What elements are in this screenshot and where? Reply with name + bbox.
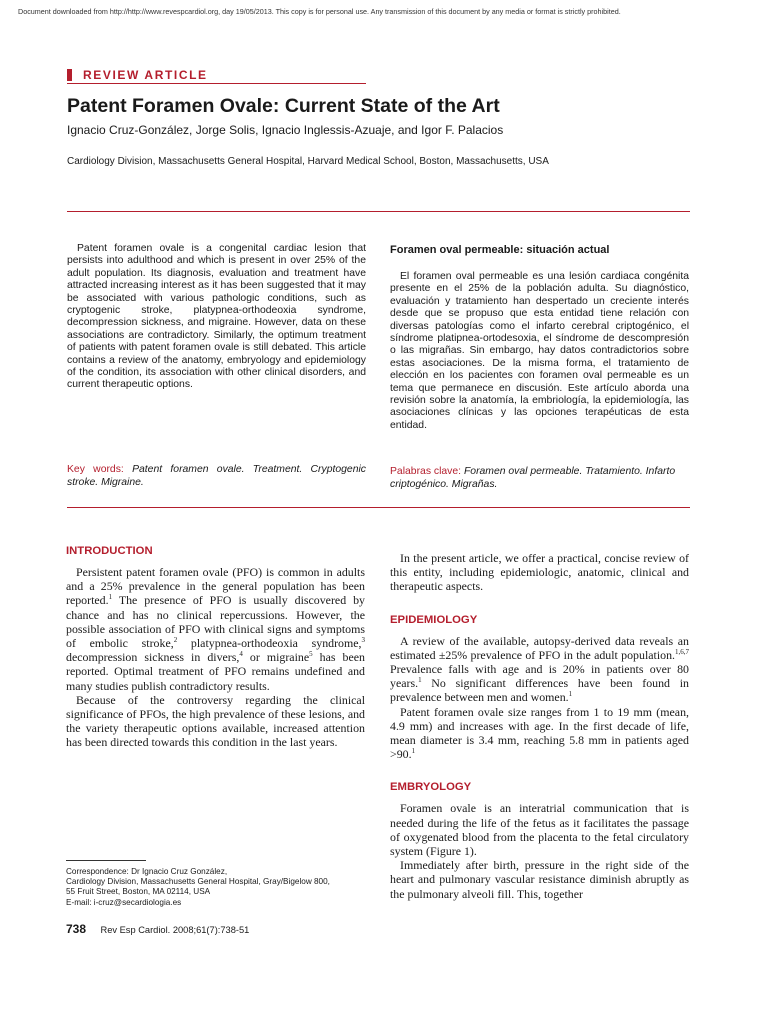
keywords-english [67, 463, 366, 489]
section-tag-marker [67, 69, 72, 81]
section-tag-label: REVIEW ARTICLE [83, 68, 208, 82]
correspondence-note [66, 867, 376, 908]
epidemiology-heading: EPIDEMIOLOGY [390, 613, 478, 626]
abstract-divider [67, 507, 690, 508]
present-article-paragraph: In the present article, we offer a practical, concise review of this entity, including epidemiologic, anatomic, clinical and therapeutic aspects. [390, 551, 689, 594]
author-list: Ignacio Cruz-González, Jorge Solis, Ignacio Inglessis-Azuaje, and Igor F. Palacios [67, 123, 504, 137]
correspondence-line: Cardiology Division, Massachusetts General Hospital, Gray/Bigelow 800, [66, 877, 330, 887]
affiliation: Cardiology Division, Massachusetts General Hospital, Harvard Medical School, Boston, Massachusetts, USA [67, 156, 549, 167]
correspondence-line: Correspondence: Dr Ignacio Cruz González, [66, 867, 228, 876]
download-notice: Document downloaded from http://http://www.revespcardiol.org, day 19/05/2013. This copy is for personal use. Any transmission of this document by any media or format is strictly prohibited. [18, 7, 621, 16]
embryology-paragraph-2: Immediately after birth, pressure in the right side of the heart and pulmonary vascular resistance diminish abruptly as the pulmonary alveoli fill. This, together [390, 858, 689, 901]
footnote-rule [66, 860, 146, 861]
introduction-heading: INTRODUCTION [66, 545, 153, 557]
correspondence-email: E-mail: i-cruz@secardiologia.es [66, 897, 182, 907]
article-title: Patent Foramen Ovale: Current State of the Art [67, 95, 500, 117]
journal-citation: Rev Esp Cardiol. 2008;61(7):738-51 [100, 925, 250, 935]
abstract-spanish-title: Foramen oval permeable: situación actual [390, 244, 610, 256]
epidemiology-paragraph-2: Patent foramen ovale size ranges from 1 to 19 mm (mean, 4.9 mm) and increases with age. In the first decade of life, mean diameter is 3.4 mm, reaching 5.8 mm in patients aged >90.$^1$ [390, 704, 689, 762]
introduction-paragraph-1: Persistent patent foramen ovale (PFO) is common in adults and a 25% prevalence in the general population has been reported.$^1$ The presence of PFO is usually discovered by chance and has no clinical repercussions. However, the possible association of PFO with clinical signs and symptoms of embolic stroke,$^2$ platypnea-orthodeoxia syndrome,$^3$ decompression sickness in divers,$^4$ or migraine$^5$ has been reported. Optimal treatment of PFO remains undefined and many studies publish contradictory results. [66, 565, 365, 693]
page-number: 738 [66, 922, 87, 936]
keywords-spanish-label: Palabras clave: [390, 466, 462, 477]
keywords-spanish-value: Foramen oval permeable. Tratamiento. Infarto criptogénico. Migrañas. [390, 466, 676, 490]
keywords-english-label: Key words: [67, 464, 124, 475]
abstract-spanish: El foramen oval permeable es una lesión cardiaca congénita presente en el 25% de la población adulta. Su diagnóstico, evaluación y tratamiento han despertado un creciente interés desde que se propuso que esta entidad tiene relación con diversas patologías como el infarto cerebral criptogénico, el síndrome platipnea-ortodesoxia, el síndrome de descompresión o las migrañas. Sin embargo, hay datos contradictorios sobre estas asociaciones. De la misma forma, el tratamiento de elección en los pacientes con foramen oval permeable es un tema que permanece en discusión. Este artículo aborda una revisión sobre la anatomía, la embriología, la epidemiología, las asociaciones clínicas y las opciones terapéuticas de esta entidad. [390, 271, 689, 431]
body-column-right [390, 551, 689, 901]
embryology-heading: EMBRYOLOGY [390, 781, 472, 794]
page-footer [66, 920, 249, 938]
embryology-paragraph-1: Foramen ovale is an interatrial communication that is needed during the life of the fetus as it facilitates the passage of oxygenated blood from the placenta to the fetal circulatory system (Figure 1). [390, 801, 689, 859]
header-divider [67, 211, 690, 212]
epidemiology-paragraph-1: A review of the available, autopsy-derived data reveals an estimated ±25% prevalence of PFO in the adult population.$^{1,6,7}$ Prevalence falls with age and is 20% in patients over 80 years.$^1$ No significant differences have been found in prevalence between men and women.$^1$ [390, 633, 689, 705]
keywords-spanish [390, 465, 689, 491]
introduction-paragraph-2: Because of the controversy regarding the clinical significance of PFOs, the high prevalence of these lesions, and the variety therapeutic options available, increased attention has been directed towards this condition in the last years. [66, 692, 365, 750]
abstract-english: Patent foramen ovale is a congenital cardiac lesion that persists into adulthood and which is present in over 25% of the adult population. Its diagnosis, evaluation and treatment have attracted increasing interest as it has been suggested that it may be associated with various pathologic conditions, such as cryptogenic stroke, platypnea-orthodeoxia syndrome, decompression sickness, and migraine. However, data on these associations are contradictory. Similarly, the optimum treatment of patients with patent foramen ovale is still debated. This article contains a review of the anatomy, embryology and epidemiology of the condition, its association with other clinical disorders, and current therapeutic options. [67, 243, 366, 391]
correspondence-line: 55 Fruit Street, Boston, MA 02114, USA [66, 887, 211, 897]
body-column-left [66, 545, 365, 750]
section-tag-rule [67, 83, 366, 84]
keywords-english-value: Patent foramen ovale. Treatment. Cryptogenic stroke. Migraine. [67, 464, 366, 488]
